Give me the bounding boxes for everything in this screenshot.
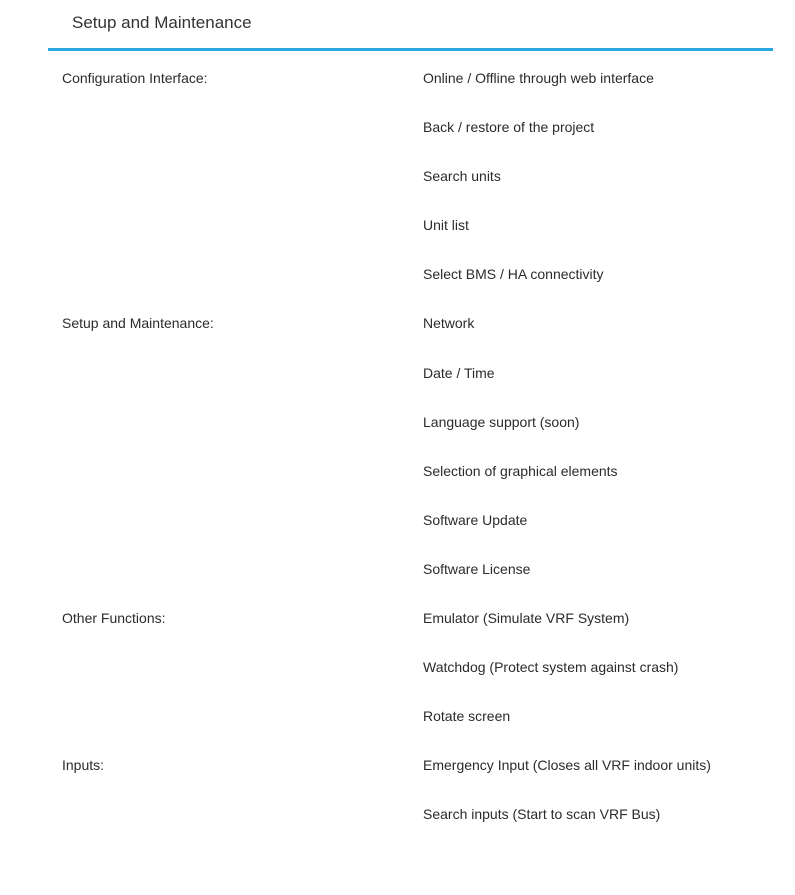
row-value: Search inputs (Start to scan VRF Bus) — [423, 806, 661, 823]
row-label: Configuration Interface: — [62, 70, 208, 86]
row-value: Unit list — [423, 217, 469, 234]
table-row — [62, 803, 762, 852]
table-row — [62, 116, 762, 165]
row-label: Other Functions: — [62, 610, 166, 627]
table-row — [62, 558, 762, 607]
row-value: Language support (soon) — [423, 413, 580, 430]
table-row — [62, 607, 762, 656]
row-value: Back / restore of the project — [423, 119, 595, 136]
spec-table — [62, 67, 762, 853]
table-row — [62, 362, 762, 411]
table-row — [62, 67, 762, 116]
table-row — [62, 165, 762, 214]
table-row — [62, 509, 762, 558]
table-row — [62, 705, 762, 754]
row-value: Search units — [423, 168, 501, 185]
table-row — [62, 312, 762, 361]
table-row — [62, 263, 762, 312]
table-row — [62, 411, 762, 460]
row-value: Date / Time — [423, 364, 495, 381]
row-value: Software Update — [423, 511, 528, 528]
row-value: Selection of graphical elements — [423, 462, 618, 479]
row-value: Watchdog (Protect system against crash) — [423, 659, 679, 676]
table-row — [62, 754, 762, 803]
row-value: Online / Offline through web interface — [423, 70, 654, 86]
table-row — [62, 656, 762, 705]
row-value: Emulator (Simulate VRF System) — [423, 610, 630, 627]
row-label: Setup and Maintenance: — [62, 315, 214, 332]
row-value: Software License — [423, 560, 531, 577]
row-value: Emergency Input (Closes all VRF indoor units) — [423, 757, 711, 774]
page-header — [48, 0, 773, 51]
row-value: Select BMS / HA connectivity — [423, 266, 604, 283]
page-title: Setup and Maintenance — [72, 13, 252, 32]
row-value: Network — [423, 315, 475, 332]
table-row — [62, 460, 762, 509]
table-row — [62, 214, 762, 263]
row-value: Rotate screen — [423, 708, 511, 725]
row-label: Inputs: — [62, 757, 105, 774]
